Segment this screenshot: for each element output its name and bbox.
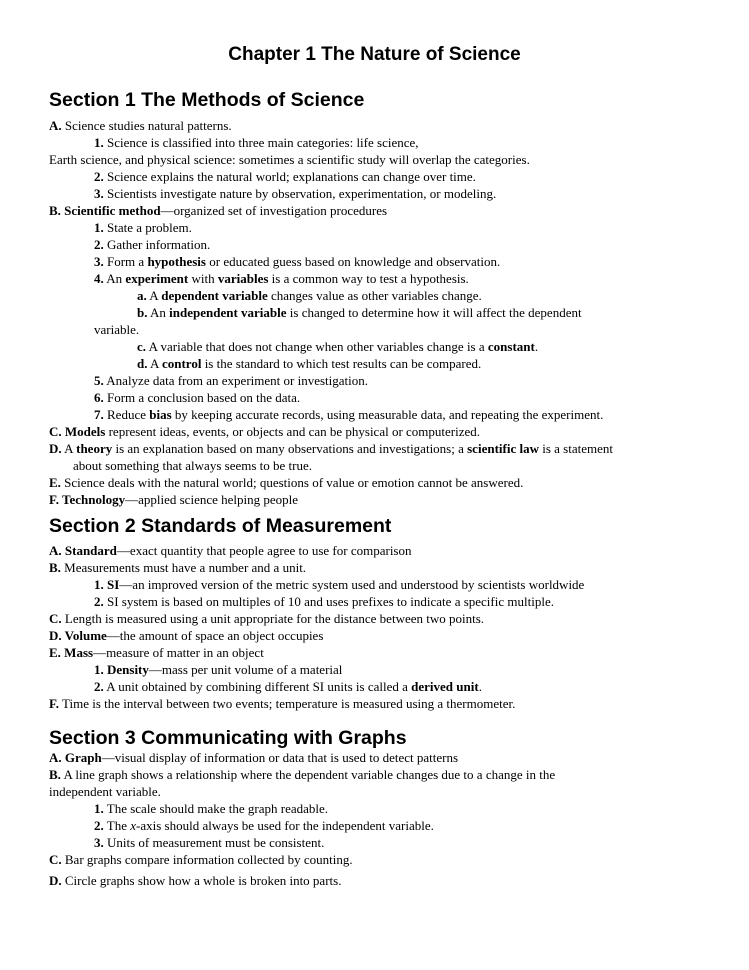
line-text: A variable that does not change when other variables change is a bbox=[146, 339, 488, 354]
line-text: An bbox=[147, 305, 170, 320]
bold-term: A. Standard bbox=[49, 543, 117, 558]
line-text: Science deals with the natural world; questions of value or emotion cannot be answered. bbox=[60, 475, 524, 490]
line-text: Science explains the natural world; explanations can change over time. bbox=[103, 169, 476, 184]
line-text: —an improved version of the metric system used and understood by scientists worldwide bbox=[119, 577, 585, 592]
bold-term: dependent variable bbox=[161, 288, 268, 303]
line-text: . bbox=[478, 679, 482, 694]
outline-line bbox=[49, 783, 161, 800]
outline-line bbox=[49, 851, 353, 868]
outline-line bbox=[49, 610, 484, 627]
outline-line bbox=[49, 749, 458, 766]
line-text: . bbox=[534, 339, 539, 354]
line-text: —exact quantity that people agree to use for comparison bbox=[116, 543, 412, 558]
line-text: is changed to determine how it will affect the dependent bbox=[286, 305, 582, 320]
bold-term: D. bbox=[49, 441, 62, 456]
outline-line bbox=[94, 834, 324, 851]
line-text: State a problem. bbox=[103, 220, 192, 235]
bold-term: constant bbox=[487, 339, 535, 354]
bold-term: c. bbox=[137, 339, 147, 354]
line-text: is a common way to test a hypothesis. bbox=[268, 271, 469, 286]
page-title: Chapter 1 The Nature of Science bbox=[228, 44, 521, 65]
bold-term: 1. Density bbox=[94, 662, 149, 677]
line-text: SI system is based on multiples of 10 and uses prefixes to indicate a specific multiple. bbox=[103, 594, 554, 609]
bold-term: A. Graph bbox=[49, 750, 102, 765]
line-text: Time is the interval between two events; temperature is measured using a thermometer. bbox=[59, 696, 516, 711]
line-text: variable. bbox=[94, 322, 140, 337]
outline-line bbox=[49, 474, 523, 491]
outline-line bbox=[49, 151, 530, 168]
outline-line bbox=[49, 766, 555, 783]
bold-term: 2. bbox=[94, 237, 104, 252]
line-text: —applied science helping people bbox=[125, 492, 299, 507]
bold-term: d. bbox=[137, 356, 148, 371]
bold-term: 7. bbox=[94, 407, 104, 422]
outline-line bbox=[49, 695, 515, 712]
line-text: is an explanation based on many observations and investigations; a bbox=[112, 441, 468, 456]
section-heading: Section 3 Communicating with Graphs bbox=[49, 727, 407, 749]
outline-line bbox=[49, 627, 323, 644]
bold-term: b. bbox=[137, 305, 148, 320]
bold-term: hypothesis bbox=[147, 254, 206, 269]
bold-term: theory bbox=[76, 441, 113, 456]
line-text: A line graph shows a relationship where the dependent variable changes due to a change in the bbox=[60, 767, 556, 782]
bold-term: control bbox=[161, 356, 202, 371]
bold-term: 6. bbox=[94, 390, 104, 405]
bold-term: F. bbox=[49, 696, 59, 711]
bold-term: F. Technology bbox=[49, 492, 126, 507]
outline-line bbox=[94, 389, 300, 406]
outline-line bbox=[137, 338, 538, 355]
outline-line bbox=[94, 593, 554, 610]
bold-term: 1. bbox=[94, 220, 104, 235]
outline-line bbox=[49, 202, 387, 219]
line-text: Scientists investigate nature by observation, experimentation, or modeling. bbox=[103, 186, 497, 201]
outline-line bbox=[94, 661, 342, 678]
line-text: Gather information. bbox=[103, 237, 211, 252]
line-text: The scale should make the graph readable. bbox=[103, 801, 329, 816]
bold-term: C. bbox=[49, 611, 62, 626]
bold-term: independent variable bbox=[169, 305, 287, 320]
bold-term: D. bbox=[49, 873, 62, 888]
bold-term: A. bbox=[49, 118, 62, 133]
bold-term: 1. SI bbox=[94, 577, 120, 592]
outline-line bbox=[49, 491, 298, 508]
line-text: —mass per unit volume of a material bbox=[148, 662, 343, 677]
outline-line bbox=[137, 355, 481, 372]
bold-term: E. Mass bbox=[49, 645, 94, 660]
line-text: Measurements must have a number and a unit. bbox=[60, 560, 307, 575]
outline-line bbox=[94, 372, 368, 389]
line-text: Units of measurement must be consistent. bbox=[103, 835, 325, 850]
outline-line bbox=[49, 423, 480, 440]
bold-term: 1. bbox=[94, 801, 104, 816]
line-text: represent ideas, events, or objects and can be physical or computerized. bbox=[105, 424, 481, 439]
outline-line bbox=[94, 576, 584, 593]
line-text: —organized set of investigation procedures bbox=[160, 203, 388, 218]
outline-line bbox=[49, 559, 306, 576]
bold-term: 3. bbox=[94, 835, 104, 850]
outline-line bbox=[49, 872, 341, 889]
bold-term: experiment bbox=[125, 271, 189, 286]
line-text: Bar graphs compare information collected by counting. bbox=[61, 852, 353, 867]
line-text: Earth science, and physical science: sometimes a scientific study will overlap the categories. bbox=[49, 152, 530, 167]
italic-term: x bbox=[130, 818, 137, 833]
bold-term: B. bbox=[49, 767, 61, 782]
bold-term: D. Volume bbox=[49, 628, 107, 643]
bold-term: B. Scientific method bbox=[49, 203, 161, 218]
outline-line bbox=[94, 678, 482, 695]
outline-line bbox=[94, 406, 603, 423]
outline-line bbox=[94, 185, 496, 202]
bold-term: bias bbox=[149, 407, 172, 422]
outline-line bbox=[49, 644, 264, 661]
bold-term: 1. bbox=[94, 135, 104, 150]
outline-line bbox=[94, 236, 210, 253]
outline-line bbox=[94, 219, 192, 236]
line-text: A bbox=[147, 356, 162, 371]
line-text: Length is measured using a unit appropriate for the distance between two points. bbox=[61, 611, 485, 626]
line-text: is the standard to which test results can be compared. bbox=[201, 356, 482, 371]
bold-term: 2. bbox=[94, 679, 104, 694]
outline-line bbox=[73, 457, 312, 474]
bold-term: B. bbox=[49, 560, 61, 575]
line-text: about something that always seems to be true. bbox=[73, 458, 313, 473]
line-text: —visual display of information or data that is used to detect patterns bbox=[101, 750, 459, 765]
outline-line bbox=[94, 800, 328, 817]
line-text: -axis should always be used for the independent variable. bbox=[136, 818, 434, 833]
line-text: Analyze data from an experiment or investigation. bbox=[103, 373, 368, 388]
line-text: A bbox=[61, 441, 77, 456]
outline-line bbox=[94, 134, 419, 151]
line-text: Form a bbox=[103, 254, 148, 269]
bold-term: 4. bbox=[94, 271, 104, 286]
outline-line bbox=[137, 287, 482, 304]
line-text: is a statement bbox=[538, 441, 613, 456]
line-text: —the amount of space an object occupies bbox=[106, 628, 324, 643]
bold-term: scientific law bbox=[467, 441, 539, 456]
line-text: —measure of matter in an object bbox=[93, 645, 264, 660]
outline-line bbox=[94, 270, 469, 287]
line-text: Circle graphs show how a whole is broken into parts. bbox=[61, 873, 342, 888]
line-text: independent variable. bbox=[49, 784, 161, 799]
line-text: Science studies natural patterns. bbox=[61, 118, 232, 133]
line-text: or educated guess based on knowledge and observation. bbox=[205, 254, 501, 269]
line-text: The bbox=[103, 818, 131, 833]
outline-line bbox=[49, 117, 232, 134]
outline-line bbox=[94, 817, 434, 834]
bold-term: 2. bbox=[94, 169, 104, 184]
bold-term: 3. bbox=[94, 254, 104, 269]
line-text: Reduce bbox=[103, 407, 150, 422]
bold-term: 5. bbox=[94, 373, 104, 388]
line-text: Science is classified into three main categories: life science, bbox=[103, 135, 419, 150]
line-text: A bbox=[146, 288, 162, 303]
bold-term: 2. bbox=[94, 818, 104, 833]
section-heading: Section 1 The Methods of Science bbox=[49, 89, 365, 111]
outline-line bbox=[94, 253, 500, 270]
bold-term: variables bbox=[217, 271, 269, 286]
bold-term: E. bbox=[49, 475, 61, 490]
bold-term: 3. bbox=[94, 186, 104, 201]
line-text: A unit obtained by combining different SI units is called a bbox=[103, 679, 412, 694]
line-text: changes value as other variables change. bbox=[267, 288, 482, 303]
line-text: with bbox=[188, 271, 218, 286]
bold-term: C. Models bbox=[49, 424, 106, 439]
outline-line bbox=[49, 440, 613, 457]
line-text: Form a conclusion based on the data. bbox=[103, 390, 301, 405]
bold-term: 2. bbox=[94, 594, 104, 609]
outline-line bbox=[137, 304, 582, 321]
bold-term: derived unit bbox=[411, 679, 479, 694]
outline-line bbox=[49, 542, 412, 559]
line-text: by keeping accurate records, using measurable data, and repeating the experiment. bbox=[171, 407, 604, 422]
outline-line bbox=[94, 168, 476, 185]
bold-term: a. bbox=[137, 288, 147, 303]
line-text: An bbox=[103, 271, 126, 286]
bold-term: C. bbox=[49, 852, 62, 867]
section-heading: Section 2 Standards of Measurement bbox=[49, 515, 392, 537]
outline-line bbox=[94, 321, 139, 338]
